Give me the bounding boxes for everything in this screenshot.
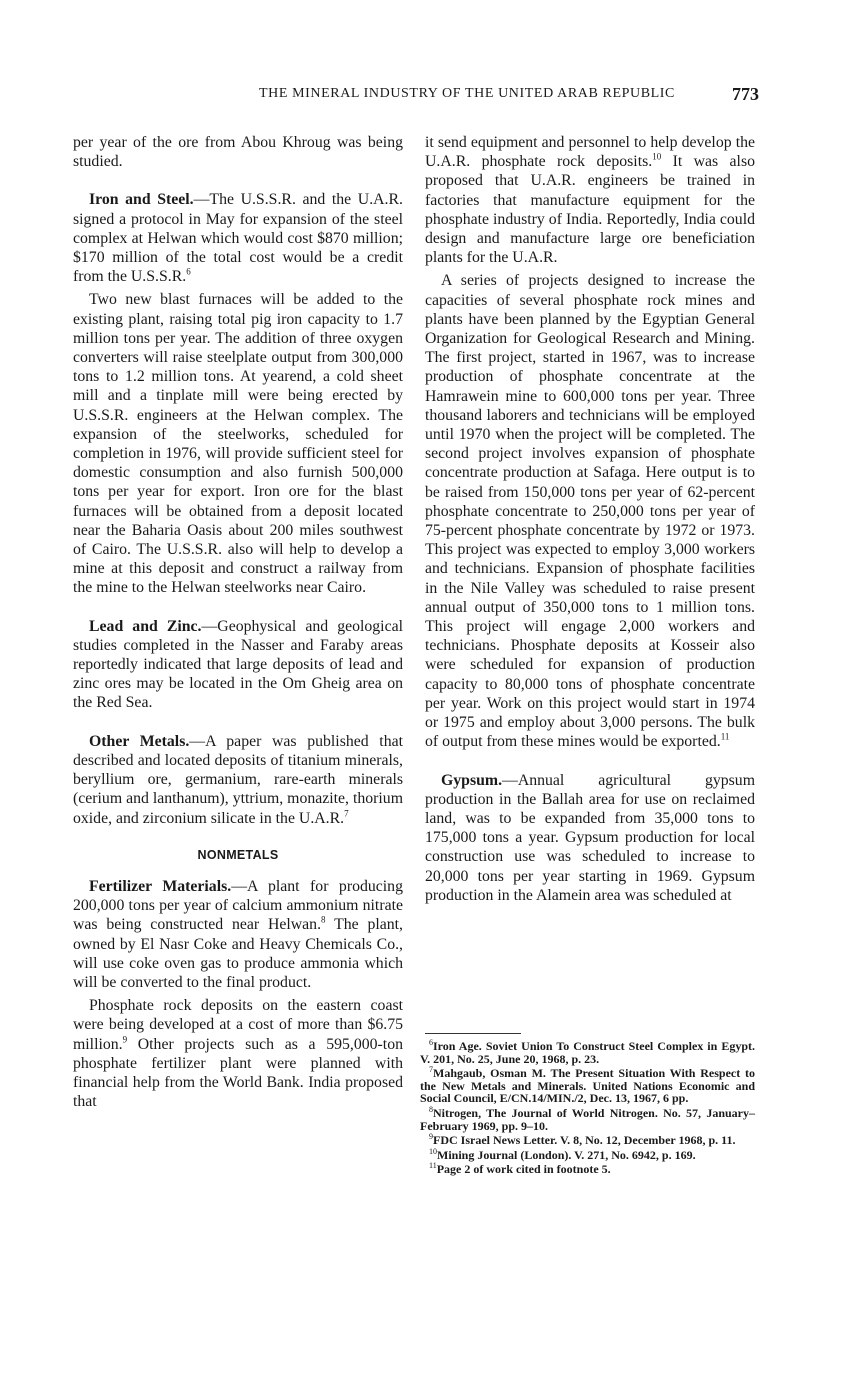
right-column <box>425 133 755 905</box>
paragraph-text: —A plant for producing 200,000 tons per year of calcium ammonium nitrate was being constructed near Helwan. <box>73 877 403 934</box>
paragraph-other-metals <box>73 732 403 828</box>
footnote-number: 7 <box>429 1065 433 1075</box>
footnote-number: 6 <box>429 1038 433 1047</box>
paragraph-text: The plant, owned by El Nasr Coke and Heavy Chemicals Co., will use coke oven gas to produce ammonia which will be converted to the final product. <box>73 916 403 991</box>
section-heading-nonmetals: NONMETALS <box>197 847 279 862</box>
paragraph-text: Two new blast furnaces will be added to the existing plant, raising total pig iron capacity to 1.7 million tons per year. The addition of three oxygen converters will raise steelplate output from 300,000 tons to 1.2 million tons. At yearend, a cold sheet mill and a tinplate mill were being erected by U.S.S.R. engineers at the Helwan complex. The expansion of the steelworks, scheduled for completion in 1976, will provide sufficient steel for domestic consumption and also furnish 500,000 tons per year for export. Iron ore for the blast furnaces will be obtained from a deposit located near the Baharia Oasis about 200 miles southwest of Cairo. The U.S.S.R. also will help to develop a mine at this deposit and construct a railway from the mine to the Helwan steelworks near Cairo. <box>73 291 403 597</box>
run-in-heading-lead-zinc: Lead and Zinc. <box>89 617 202 635</box>
paragraph-text: —A paper was published that described and located deposits of titanium minerals, beryllium ore, germanium, rare-earth minerals (cerium and lanthanum), yttrium, monazite, thorium oxide, and zirconium silicate in the U.A.R. <box>73 732 403 827</box>
paragraph-text: —Geophysical and geological studies completed in the Nasser and Faraby areas reportedly indicated that large deposits of lead and zinc ores may be located in the Om Gheig area on the Red Sea. <box>73 617 403 712</box>
paragraph-gypsum <box>425 771 755 905</box>
footnote-item <box>420 1040 755 1065</box>
paragraph-text: —Annual agricultural gypsum production in the Ballah area for use on reclaimed land, was to be expanded from 35,000 tons to 175,000 tons a year. Gypsum production for local construction use was scheduled to increase to 20,000 tons per year starting in 1969. Gypsum production in the Alamein area was scheduled at <box>425 771 755 904</box>
footnote-item <box>420 1104 755 1133</box>
footnote-number: 9 <box>429 1132 433 1142</box>
footnote-text: Nitrogen, The Journal of World Nitrogen. No. 57, January–February 1969, pp. 9–10. <box>420 1105 755 1133</box>
footnote-ref: 6 <box>186 266 191 277</box>
footnote-item <box>420 1134 755 1147</box>
paragraph-blast-furnaces <box>73 290 403 597</box>
run-in-heading-gypsum: Gypsum. <box>441 771 503 789</box>
left-column <box>73 133 403 1111</box>
footnote-ref: 7 <box>344 808 349 819</box>
footnote-ref: 8 <box>321 915 326 926</box>
paragraph-text: Other projects such as a 595,000-ton phosphate fertilizer plant were planned with financial help from the World Bank. India proposed that <box>73 1035 403 1111</box>
paragraph-phosphate-deposits <box>73 996 403 1111</box>
footnote-number: 8 <box>429 1104 433 1114</box>
paragraph-text: per year of the ore from Abou Khroug was being studied. <box>73 134 403 171</box>
paragraph-text: It was also proposed that U.A.R. engineers be trained in factories that manufacture equipment for the phosphate industry of India. Reportedly, India could design and manufacture large ore beneficiation plants for the U.A.R. <box>425 153 755 267</box>
paragraph-text: A series of projects designed to increase the capacities of several phosphate rock mines and plants have been planned by the Egyptian General Organization for Geological Research and Mining. The first project, started in 1967, was to increase production of phosphate concentrate at the Hamrawein mine to 600,000 tons per year. Three thousand laborers and technicians will be employed until 1970 when the project will be completed. The second project involves expansion of phosphate concentrate production at Safaga. Here output is to be raised from 150,000 tons per year of 62-percent phosphate concentrate to 250,000 tons per year of 75-percent phosphate concentrate by 1972 or 1973. This project was expected to employ 3,000 workers and technicians. Expansion of phosphate facilities in the Nile Valley was scheduled to raise present annual output of 350,000 tons to 1 million tons. This project will engage 2,000 workers and technicians. Phosphate deposits at Kosseir also were scheduled for expansion of production capacity to 80,000 tons of phosphate concentrate per year. Work on this project would start in 1974 or 1975 and employ about 3,000 persons. The bulk of output from these mines would be exported. <box>425 272 755 751</box>
footnote-text: FDC Israel News Letter. V. 8, No. 12, December 1968, p. 11. <box>433 1133 736 1148</box>
running-head-title: THE MINERAL INDUSTRY OF THE UNITED ARAB REPUBLIC <box>258 86 675 101</box>
footnote-ref: 10 <box>652 151 662 162</box>
paragraph-india-proposal <box>425 133 755 267</box>
paragraph-text: —The U.S.S.R. and the U.A.R. signed a protocol in May for expansion of the steel complex at Helwan which would cost $870 million; $170 million of the total cost would be a credit from the U.S.S.R. <box>73 191 403 286</box>
run-in-heading-other-metals: Other Metals. <box>89 732 190 750</box>
footnote-item <box>420 1163 755 1176</box>
footnote-text: Mining Journal (London). V. 271, No. 6942, p. 169. <box>437 1147 696 1162</box>
footnote-ref: 9 <box>122 1034 128 1045</box>
paragraph-text: it send equipment and personnel to help develop the U.A.R. phosphate rock deposits. <box>425 134 755 171</box>
footnote-number: 11 <box>429 1161 437 1171</box>
footnote-ref: 11 <box>720 732 730 743</box>
footnote-text: Page 2 of work cited in footnote 5. <box>436 1162 611 1177</box>
paragraph-iron-steel <box>73 190 403 286</box>
run-in-heading-fertilizer: Fertilizer Materials. <box>89 877 232 895</box>
footnote-text: Iron Age. Soviet Union To Construct Steel Complex in Egypt. V. 201, No. 25, June 20, 1968, p. 23. <box>420 1039 755 1066</box>
footnotes <box>420 1040 755 1178</box>
paragraph-lead-zinc <box>73 617 403 713</box>
page-number: 773 <box>732 84 759 104</box>
footnote-text: Mahgaub, Osman M. The Present Situation With Respect to the New Metals and Minerals. United Nations Economic and Social Council, E/CN.14/MIN./2, Dec. 13, 1967, 6 pp. <box>420 1066 755 1106</box>
footnote-number: 10 <box>429 1146 437 1156</box>
footnote-item <box>420 1146 755 1162</box>
paragraph-ore-continuation <box>73 133 403 171</box>
paragraph-text: Phosphate rock deposits on the eastern coast were being developed at a cost of more than $6.75 million. <box>73 997 403 1053</box>
paragraph-phosphate-projects <box>425 271 755 751</box>
run-in-heading-iron-steel: Iron and Steel. <box>89 191 194 209</box>
footnote-divider <box>425 1033 521 1034</box>
paragraph-fertilizer <box>73 877 403 992</box>
footnote-item <box>420 1067 755 1105</box>
